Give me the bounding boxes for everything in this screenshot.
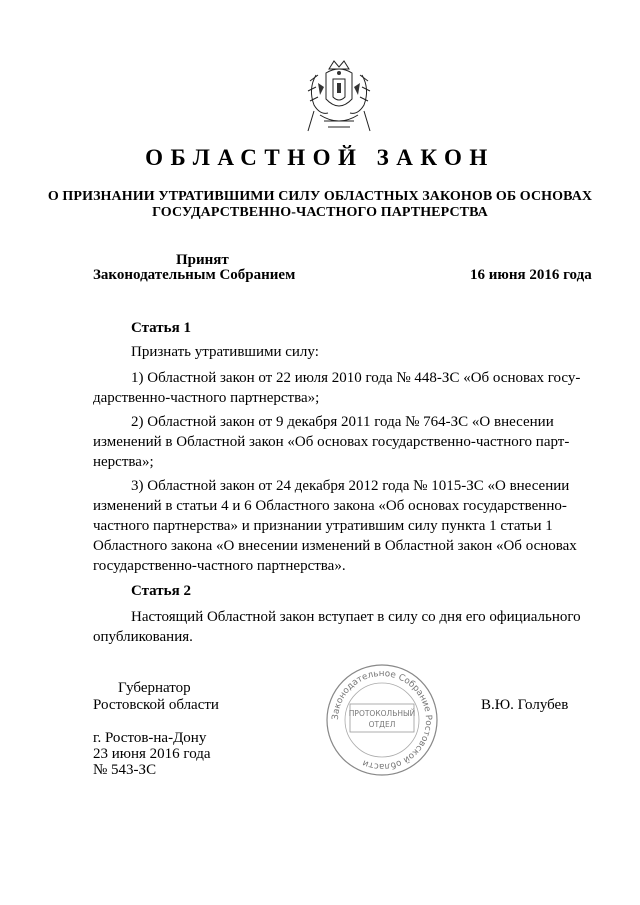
article-2-line-1: Настоящий Областной закон вступает в силу со дня его официального bbox=[131, 609, 581, 625]
article-1-item-1-line-1: 1) Областной закон от 22 июля 2010 года № 448-ЗС «Об основах госу- bbox=[131, 370, 581, 386]
law-subtitle-line-1: О ПРИЗНАНИИ УТРАТИВШИМИ СИЛУ ОБЛАСТНЫХ ЗАКОНОВ ОБ ОСНОВАХ bbox=[47, 189, 593, 204]
adopted-label: Принят bbox=[176, 252, 229, 268]
stamp-ring-text: Законодательное Собрание Ростовской области bbox=[330, 668, 434, 772]
article-1-item-3-line-3: частного партнерства» и признании утратившим силу пункта 1 статьи 1 bbox=[93, 518, 553, 534]
article-1-item-3-line-2: изменений в статьи 4 и 6 Областного закона «Об основах государственно- bbox=[93, 498, 567, 514]
article-2-heading: Статья 2 bbox=[131, 583, 191, 599]
coat-of-arms-icon bbox=[296, 55, 382, 137]
article-1-item-3-line-1: 3) Областной закон от 24 декабря 2012 года № 1015-ЗС «О внесении bbox=[131, 478, 570, 494]
stamp-inner-line-2: ОТДЕЛ bbox=[368, 720, 396, 729]
article-1-heading: Статья 1 bbox=[131, 320, 191, 336]
official-stamp-icon bbox=[322, 660, 442, 780]
article-1-item-3-line-4: Областного закона «О внесении изменений в Областной закон «Об основах bbox=[93, 538, 577, 554]
signatory-position-line-2: Ростовской области bbox=[93, 697, 219, 713]
adoption-date: 16 июня 2016 года bbox=[470, 267, 592, 283]
article-2-line-2: опубликования. bbox=[93, 629, 193, 645]
signing-city: г. Ростов-на-Дону bbox=[93, 730, 207, 746]
signatory-name: В.Ю. Голубев bbox=[481, 697, 569, 713]
article-1-item-2-line-3: нерства»; bbox=[93, 454, 154, 470]
stamp-inner-line-1: ПРОТОКОЛЬНЫЙ bbox=[348, 709, 416, 718]
article-1-item-3-line-5: государственно-частного партнерства». bbox=[93, 558, 346, 574]
article-1-item-2-line-2: изменений в Областной закон «Об основах государственно-частного парт- bbox=[93, 434, 570, 450]
law-number: № 543-ЗС bbox=[93, 762, 157, 778]
signing-date: 23 июня 2016 года bbox=[93, 746, 211, 762]
article-1-item-2-line-1: 2) Областной закон от 9 декабря 2011 года № 764-ЗС «О внесении bbox=[131, 414, 554, 430]
adopted-by-label: Законодательным Собранием bbox=[93, 267, 296, 283]
law-subtitle-line-2: ГОСУДАРСТВЕННО-ЧАСТНОГО ПАРТНЕРСТВА bbox=[152, 205, 488, 220]
law-title: ОБЛАСТНОЙ ЗАКОН bbox=[145, 145, 495, 170]
signatory-position-line-1: Губернатор bbox=[118, 680, 191, 696]
article-1-intro: Признать утратившими силу: bbox=[131, 344, 319, 360]
article-1-item-1-line-2: дарственно-частного партнерства»; bbox=[93, 390, 320, 406]
